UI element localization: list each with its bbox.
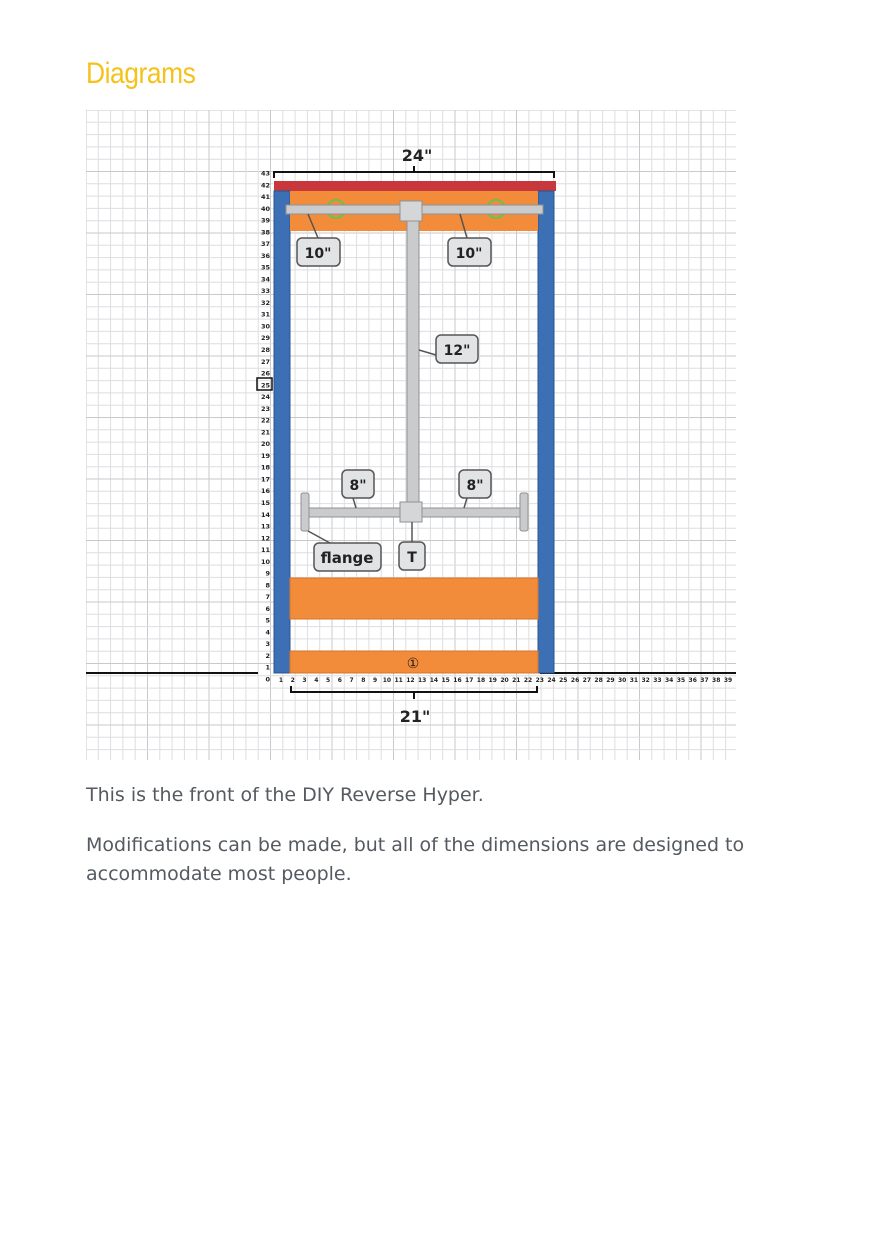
left-ruler-tick: 29	[260, 334, 270, 343]
left-ruler-tick: 27	[260, 357, 270, 366]
bottom-ruler-tick: 31	[629, 677, 639, 684]
bottom-ruler-tick: 7	[349, 677, 354, 684]
left-ruler-tick: 7	[265, 593, 270, 602]
left-ruler-tick: 16	[260, 487, 270, 496]
bottom-ruler-tick: 17	[465, 677, 474, 684]
svg-text:T: T	[407, 550, 417, 566]
left-ruler-tick: 41	[260, 193, 270, 202]
vertical-pipe	[407, 221, 419, 502]
bottom-ruler-tick: 8	[361, 677, 366, 684]
bottom-ruler-tick: 18	[476, 677, 486, 684]
left-ruler-tick: 24	[260, 393, 270, 402]
svg-text:8": 8"	[466, 478, 484, 494]
callout-tee	[399, 522, 425, 570]
reverse-hyper-diagram	[86, 110, 736, 760]
left-ruler-tick: 36	[260, 251, 270, 260]
left-ruler-tick: 5	[265, 616, 270, 625]
bottom-ruler-tick: 38	[712, 677, 721, 684]
bottom-ruler-tick: 22	[523, 677, 533, 684]
svg-text:12": 12"	[443, 343, 471, 359]
left-ruler-tick: 8	[265, 581, 270, 590]
bottom-ruler-tick: 14	[429, 677, 439, 684]
bottom-ruler-tick: 30	[617, 677, 627, 684]
left-ruler-tick: 37	[260, 240, 270, 249]
left-ruler-tick: 40	[260, 204, 270, 213]
bottom-ruler-tick: 19	[488, 677, 497, 684]
bottom-ruler-tick: 15	[441, 677, 450, 684]
left-ruler-tick: 23	[260, 404, 270, 413]
top-cross-bar	[274, 181, 556, 191]
svg-text:10": 10"	[455, 246, 483, 262]
left-ruler-tick: 0	[265, 675, 270, 684]
bottom-ruler-tick: 4	[314, 677, 319, 684]
bottom-ruler-tick: 2	[290, 677, 295, 684]
left-ruler-tick: 30	[260, 322, 270, 331]
left-ruler-tick: 33	[260, 287, 270, 296]
bottom-ruler-tick: 6	[337, 677, 342, 684]
left-ruler-tick: 28	[260, 346, 270, 355]
left-ruler-tick: 2	[265, 651, 270, 660]
left-ruler-tick: 39	[260, 216, 270, 225]
left-ruler-tick: 38	[260, 228, 270, 237]
left-ruler-tick: 3	[265, 640, 270, 649]
bottom-ruler-tick: 32	[641, 677, 650, 684]
bottom-ruler-tick: 1	[278, 677, 284, 684]
bottom-ruler-tick: 23	[535, 677, 544, 684]
bottom-ruler-tick: 21	[512, 677, 521, 684]
left-ruler-tick: 6	[265, 604, 270, 613]
bottom-ruler-tick: 27	[582, 677, 592, 684]
bottom-ruler-tick: 25	[559, 677, 568, 684]
page-title: Diagrams	[86, 57, 196, 90]
left-ruler-tick: 4	[265, 628, 270, 637]
svg-text:10": 10"	[304, 246, 332, 262]
bottom-ruler-tick: 37	[700, 677, 709, 684]
left-ruler-tick: 13	[260, 522, 270, 531]
left-upright	[274, 191, 290, 673]
top-dimension-label: 24"	[401, 146, 433, 165]
left-ruler-tick: 43	[260, 169, 270, 178]
bottom-ruler-tick: 35	[676, 677, 686, 684]
left-ruler-tick: 14	[260, 510, 270, 519]
left-ruler-tick: 9	[265, 569, 270, 578]
bottom-ruler-tick: 39	[723, 677, 733, 684]
left-ruler-tick: 22	[260, 416, 270, 425]
bottom-ruler-tick: 13	[417, 677, 427, 684]
left-ruler-tick: 17	[260, 475, 270, 484]
bottom-dimension-label: 21"	[399, 707, 431, 726]
bottom-ruler-tick: 9	[373, 677, 378, 684]
left-ruler-tick: 25	[260, 381, 270, 390]
left-ruler-tick: 35	[260, 263, 270, 272]
left-ruler-tick: 19	[260, 451, 270, 460]
left-ruler-tick: 15	[260, 498, 270, 507]
middle-pad	[290, 578, 538, 619]
modifications-note: Modifications can be made, but all of the dimensions are designed to accommodate most people.	[86, 834, 745, 885]
bottom-ruler-tick: 28	[594, 677, 603, 684]
left-ruler-tick: 20	[260, 440, 270, 449]
diagram-caption: This is the front of the DIY Reverse Hyper.	[86, 784, 484, 806]
svg-text:8": 8"	[349, 478, 367, 494]
left-ruler-tick: 34	[260, 275, 270, 284]
top-tee	[400, 201, 422, 221]
left-flange	[301, 493, 309, 531]
bottom-pad-marker: ①	[406, 655, 420, 671]
bottom-ruler-tick: 26	[570, 677, 580, 684]
bottom-ruler-tick: 3	[302, 677, 307, 684]
left-ruler-tick: 31	[260, 310, 270, 319]
callout-vertical-pipe	[419, 335, 478, 363]
bottom-ruler-tick: 33	[653, 677, 662, 684]
bottom-ruler-tick: 20	[500, 677, 509, 684]
left-ruler-tick: 10	[260, 557, 270, 566]
left-ruler-tick: 12	[260, 534, 270, 543]
right-flange	[520, 493, 528, 531]
left-ruler-tick: 18	[260, 463, 270, 472]
bottom-ruler-tick: 29	[606, 677, 615, 684]
bottom-ruler-tick: 34	[665, 677, 674, 684]
bottom-ruler-tick: 10	[382, 677, 392, 684]
callout-right-lower-arm	[459, 470, 491, 508]
bottom-ruler-tick: 16	[453, 677, 462, 684]
bottom-ruler-tick: 12	[406, 677, 415, 684]
left-ruler-tick: 1	[265, 663, 270, 672]
svg-text:flange: flange	[320, 549, 374, 567]
bottom-ruler-tick: 36	[688, 677, 697, 684]
left-ruler-tick: 11	[260, 546, 270, 555]
left-ruler-tick: 21	[260, 428, 270, 437]
bottom-ruler-tick: 11	[394, 677, 403, 684]
bottom-ruler-tick: 5	[325, 677, 331, 684]
top-dimension-bracket	[274, 166, 554, 178]
bottom-ruler-tick: 24	[547, 677, 556, 684]
left-ruler-tick: 26	[260, 369, 270, 378]
lower-tee	[400, 502, 422, 522]
left-ruler-tick: 42	[260, 181, 270, 190]
bottom-ruler	[279, 677, 732, 684]
left-ruler-tick: 32	[260, 298, 270, 307]
right-upright	[538, 191, 554, 673]
left-ruler	[261, 170, 271, 684]
